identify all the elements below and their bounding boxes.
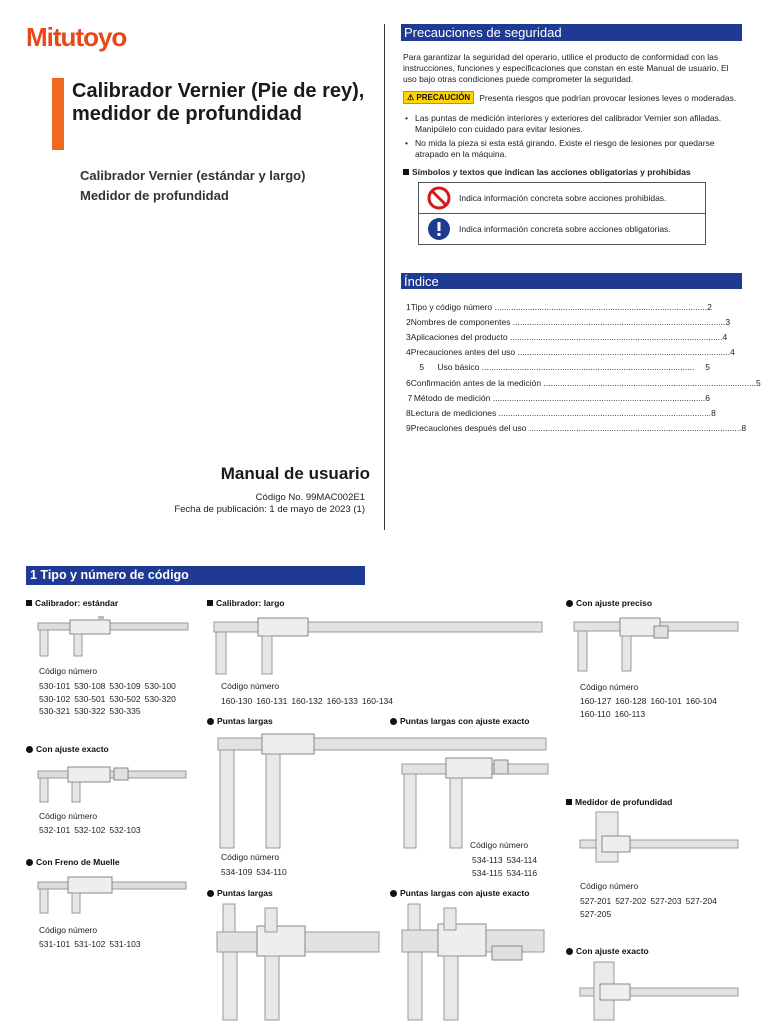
caliper-fine-exact-image — [38, 761, 190, 810]
code-number: 160-128 — [615, 696, 647, 706]
index-heading: Índice — [401, 273, 742, 289]
codes-depth — [580, 895, 721, 920]
symbols-heading — [403, 167, 691, 177]
code-line — [39, 693, 180, 706]
column-divider — [384, 24, 385, 530]
code-number: 531-102 — [74, 939, 106, 949]
code-line — [472, 867, 541, 880]
code-line — [580, 895, 721, 908]
index-page: 5 — [705, 362, 710, 373]
codes-fine-exact — [39, 824, 145, 837]
index-page: 3 — [725, 316, 731, 327]
cat-title: Puntas largas con ajuste exacto — [400, 716, 530, 726]
safety-bullets — [405, 113, 735, 163]
code-label: Código número — [580, 881, 639, 891]
code-label: Código número — [39, 925, 98, 935]
code-number: 160-113 — [614, 708, 646, 719]
dot-bullet-icon — [207, 718, 214, 725]
code-line — [39, 680, 180, 693]
index-number: 7 — [407, 392, 413, 403]
cat-standard — [26, 598, 118, 608]
bullet-item: • Las puntas de medición interiores y exteriores del calibrador Vernier son afiladas. Manipúlelo con cuidado para evitar lesiones. — [405, 113, 735, 135]
cat-title: Puntas largas — [217, 716, 273, 726]
warning-triangle-icon: ⚠ — [407, 93, 415, 102]
subtitle — [80, 166, 305, 206]
code-line — [580, 695, 721, 708]
index-page: 2 — [707, 301, 712, 312]
index-item[interactable] — [406, 299, 710, 314]
code-number: 534-109 — [221, 867, 253, 877]
dot-bullet-icon — [26, 859, 33, 866]
index-number: 3 — [406, 331, 411, 342]
dot-bullet-icon — [390, 718, 397, 725]
index-page: 4 — [722, 331, 728, 342]
caliper-spring-image — [38, 872, 190, 921]
square-bullet-icon — [403, 169, 409, 175]
cat-title: Con ajuste exacto — [576, 946, 649, 956]
code-number: 534-115 — [472, 867, 503, 878]
code-number: 532-101 — [39, 825, 71, 835]
cat-title: Con ajuste exacto — [36, 744, 109, 754]
code-label: Código número — [470, 840, 529, 850]
cat-depth — [566, 797, 672, 807]
code-number: 527-203 — [650, 896, 682, 906]
index-number: 4 — [406, 347, 411, 358]
code-line — [221, 866, 291, 879]
code-number: 530-102 — [39, 693, 71, 704]
code-number: 530-321 — [39, 706, 71, 716]
index-item[interactable] — [406, 360, 710, 375]
code-line — [472, 854, 541, 867]
section1-heading: 1 Tipo y número de código — [26, 566, 365, 585]
safety-intro: Para garantizar la seguridad del operario, utilice el producto de conformidad con las instrucciones, funciones y especificaciones que constan en este Manual de usuario. El uso bajo otras condiciones puede comprometer la seguridad. — [403, 52, 729, 84]
prohibited-row — [419, 183, 705, 214]
cat-depth-fine — [566, 946, 649, 956]
cat-long-jaws-2 — [207, 888, 273, 898]
square-bullet-icon — [26, 600, 32, 606]
title-accent-bar — [52, 78, 64, 150]
code-number: 527-201 — [580, 896, 612, 906]
index-item[interactable] — [406, 314, 731, 329]
caution-label: PRECAUCIÓN — [416, 93, 471, 102]
code-number: 532-103 — [109, 825, 141, 835]
index-item[interactable] — [406, 329, 728, 344]
cat-large — [207, 598, 284, 608]
code-number: 160-130 — [221, 696, 253, 706]
code-line — [39, 938, 145, 951]
cat-precise — [566, 598, 652, 608]
index-title: Lectura de mediciones .......................................................................................... — [410, 407, 712, 418]
code-number: 160-127 — [580, 696, 612, 706]
bullet-item: • No mida la pieza si esta está girando. Existe el riesgo de lesiones por quedarse atrapado en la máquina. — [405, 138, 735, 160]
code-number: 531-101 — [39, 939, 71, 949]
code-number: 534-114 — [506, 855, 538, 865]
code-number: 534-116 — [506, 867, 538, 878]
code-number: 160-131 — [256, 696, 288, 706]
square-bullet-icon — [207, 600, 213, 606]
symbols-table — [418, 182, 706, 245]
manual-title: Manual de usuario — [220, 464, 370, 483]
index-number: 9 — [406, 423, 411, 434]
code-label: Código número — [221, 681, 280, 691]
index-page: 8 — [741, 423, 747, 434]
subtitle-line: Medidor de profundidad — [80, 188, 229, 203]
code-number: 160-101 — [650, 696, 682, 706]
dot-bullet-icon — [566, 600, 573, 607]
mitutoyo-logo: Mitutoyo — [26, 22, 127, 52]
code-number: Código No. 99MAC002E1 — [255, 492, 365, 503]
codes-standard — [39, 680, 180, 718]
codes-long-jaws-fine — [472, 854, 541, 879]
code-line — [580, 708, 721, 721]
code-number: 531-103 — [109, 939, 141, 949]
code-number: 527-205 — [580, 908, 612, 919]
cat-long-jaws — [207, 716, 273, 726]
caliper-long-jaws-2-image — [217, 904, 381, 1027]
index-page: 6 — [705, 392, 710, 403]
cat-long-jaws-fine — [390, 716, 529, 726]
index-page: 5 — [756, 377, 761, 388]
code-number: 530-109 — [109, 681, 141, 691]
prohibited-icon — [419, 186, 459, 210]
index-title: Uso básico .......................................................................................... — [437, 362, 695, 373]
cat-title: Con ajuste preciso — [576, 598, 653, 608]
index-title: Precauciones después del uso .......................................................................................... — [410, 423, 742, 434]
publication-date: Fecha de publicación: 1 de mayo de 2023 (1) — [174, 504, 365, 515]
caution-line — [403, 91, 743, 104]
codes-large — [221, 695, 397, 708]
index-item[interactable] — [406, 345, 735, 360]
dot-bullet-icon — [26, 746, 33, 753]
code-number: 530-100 — [144, 681, 176, 691]
code-line — [221, 695, 397, 708]
code-number: 160-133 — [326, 696, 358, 706]
code-number: 532-102 — [74, 825, 106, 835]
cat-fine-exact — [26, 744, 109, 754]
code-label: Código número — [39, 811, 98, 821]
cat-spring — [26, 857, 120, 867]
mandatory-text: Indica información concreta sobre acciones obligatorias. — [459, 224, 671, 234]
caution-badge — [403, 91, 474, 104]
cat-title: Calibrador: estándar — [35, 598, 119, 608]
page-title: Calibrador Vernier (Pie de rey), medidor de profundidad — [72, 80, 365, 125]
code-label: Código número — [221, 852, 280, 862]
subtitle-line: Calibrador Vernier (estándar y largo) — [80, 168, 306, 183]
code-number: 530-502 — [109, 693, 141, 704]
index-title: Confirmación antes de la medición .......................................................................................... — [410, 377, 757, 388]
index-item[interactable] — [406, 405, 716, 420]
caliper-large-image — [214, 615, 544, 682]
code-number: 160-132 — [291, 696, 323, 706]
index-number: 8 — [406, 407, 411, 418]
code-line — [39, 705, 180, 718]
code-number: 534-110 — [256, 867, 287, 877]
cat-title: Medidor de profundidad — [575, 797, 673, 807]
code-line — [580, 908, 721, 921]
index-number: 5 — [419, 362, 425, 373]
code-label: Código número — [580, 682, 639, 692]
code-number: 160-104 — [685, 696, 717, 706]
code-line — [39, 824, 145, 837]
depth-gauge-image — [580, 812, 740, 869]
index-number: 1 — [406, 301, 411, 312]
cat-title: Puntas largas con ajuste exacto — [400, 888, 530, 898]
code-number: 530-322 — [74, 706, 106, 716]
index-title: Método de medición .......................................................................................... — [413, 392, 706, 403]
code-number: 534-113 — [472, 855, 503, 865]
safety-heading: Precauciones de seguridad — [401, 24, 742, 41]
dot-bullet-icon — [566, 948, 573, 955]
publication-info — [174, 492, 365, 516]
cat-long-jaws-fine-2 — [390, 888, 529, 898]
codes-long-jaws — [221, 866, 291, 879]
codes-spring — [39, 938, 145, 951]
index-page: 4 — [730, 347, 735, 358]
index-page: 8 — [711, 407, 716, 418]
code-number: 160-110 — [580, 708, 611, 719]
mandatory-row — [419, 214, 705, 244]
index-item[interactable] — [406, 421, 747, 436]
index-title: Precauciones antes del uso .......................................................................................... — [410, 347, 731, 358]
depth-gauge-fine-image — [580, 962, 740, 1027]
caliper-long-jaws-fine-2-image — [402, 904, 546, 1027]
caliper-precise-image — [574, 614, 740, 679]
index-title: Nombres de componentes .......................................................................................... — [410, 316, 726, 327]
code-number: 527-204 — [685, 896, 717, 906]
caution-text: Presenta riesgos que podrían provocar lesiones leves o moderadas. — [479, 92, 737, 103]
cat-title: Calibrador: largo — [216, 598, 285, 608]
caliper-standard-image — [38, 615, 190, 664]
dot-bullet-icon — [207, 890, 214, 897]
code-number: 527-202 — [615, 896, 647, 906]
codes-precise — [580, 695, 721, 720]
code-number: 530-101 — [39, 681, 71, 691]
index-title: Aplicaciones del producto .......................................................................................... — [410, 331, 723, 342]
mandatory-icon — [419, 217, 459, 241]
cat-title: Puntas largas — [217, 888, 273, 898]
cat-title: Con Freno de Muelle — [36, 857, 120, 867]
index-list — [406, 299, 761, 436]
symbols-heading-text: Símbolos y textos que indican las acciones obligatorias y prohibidas — [412, 167, 691, 177]
code-number: 530-320 — [144, 693, 176, 704]
index-number: 2 — [406, 316, 411, 327]
dot-bullet-icon — [390, 890, 397, 897]
square-bullet-icon — [566, 799, 572, 805]
code-number: 530-335 — [109, 706, 141, 716]
code-number: 160-134 — [361, 696, 394, 706]
code-number: 530-501 — [74, 693, 106, 704]
index-item[interactable] — [406, 390, 710, 405]
code-number: 530-108 — [74, 681, 106, 691]
prohibited-text: Indica información concreta sobre acciones prohibidas. — [459, 193, 667, 203]
code-label: Código número — [39, 666, 98, 676]
index-item[interactable] — [406, 375, 761, 390]
index-number: 6 — [406, 377, 411, 388]
index-title: Tipo y código número .......................................................................................... — [410, 301, 708, 312]
